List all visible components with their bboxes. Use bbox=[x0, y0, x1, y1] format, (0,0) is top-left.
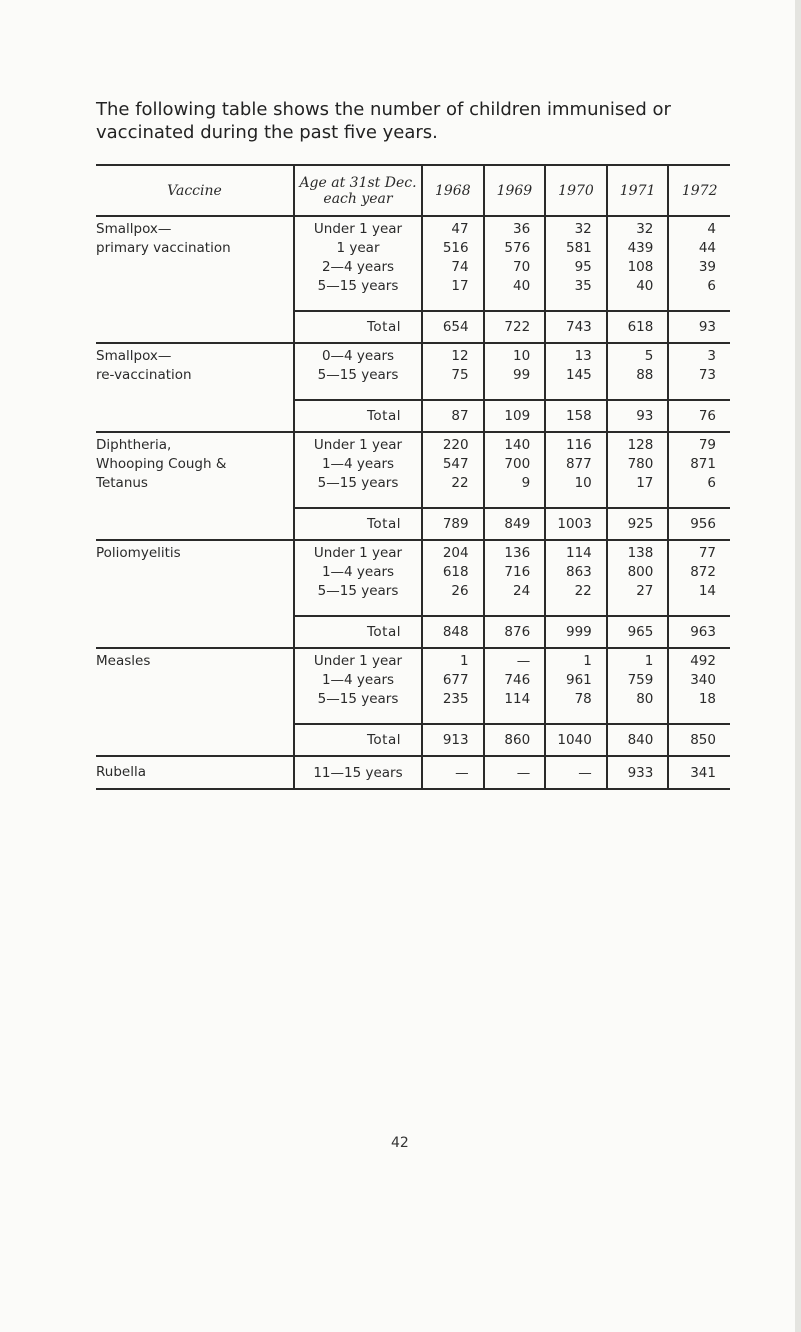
age-group: 1—4 years bbox=[321, 672, 395, 688]
value: 204 bbox=[442, 545, 469, 561]
value: 10 bbox=[513, 348, 531, 364]
spacer-cell bbox=[668, 601, 730, 616]
total-value: 722 bbox=[484, 311, 546, 343]
value: 877 bbox=[566, 456, 592, 472]
value: 108 bbox=[627, 259, 654, 275]
total-vaccine-blank bbox=[96, 400, 294, 432]
value: 9 bbox=[521, 475, 531, 491]
value: 871 bbox=[690, 456, 716, 472]
spacer-cell bbox=[668, 296, 730, 311]
total-value: 789 bbox=[422, 508, 484, 540]
total-value: 849 bbox=[484, 508, 546, 540]
spacer-cell bbox=[545, 601, 607, 616]
spacer-cell bbox=[484, 296, 546, 311]
value: 99 bbox=[513, 367, 531, 383]
age-group: Under 1 year bbox=[313, 221, 403, 237]
age-group: 5—15 years bbox=[317, 367, 399, 383]
value: 547 bbox=[442, 456, 469, 472]
total-value: 876 bbox=[484, 616, 546, 648]
total-value: 965 bbox=[607, 616, 669, 648]
header-age: Age at 31st Dec. each year bbox=[294, 165, 422, 216]
value-cell bbox=[422, 648, 484, 709]
value: 18 bbox=[698, 691, 716, 707]
spacer-cell bbox=[607, 493, 669, 508]
value-cell bbox=[668, 343, 730, 385]
age-group: 2—4 years bbox=[321, 259, 395, 275]
spacer-cell bbox=[294, 296, 422, 311]
table-header-row bbox=[96, 165, 730, 216]
vaccine-name bbox=[96, 343, 294, 385]
value: 1 bbox=[583, 653, 592, 669]
header-vaccine: Vaccine bbox=[96, 165, 294, 216]
value: 47 bbox=[451, 221, 469, 237]
value: 6 bbox=[707, 475, 716, 491]
spacer-cell bbox=[294, 385, 422, 400]
age-group-cell bbox=[294, 432, 422, 493]
value: 576 bbox=[504, 240, 531, 256]
total-row bbox=[96, 400, 730, 432]
spacer-cell bbox=[96, 601, 294, 616]
value: 220 bbox=[442, 437, 469, 453]
value-cell bbox=[545, 540, 607, 601]
value-cell bbox=[422, 343, 484, 385]
age-group: 0—4 years bbox=[321, 348, 395, 364]
total-value: 963 bbox=[668, 616, 730, 648]
age-group: 11—15 years bbox=[294, 756, 422, 789]
spacer-cell bbox=[545, 709, 607, 724]
total-value: 158 bbox=[545, 400, 607, 432]
spacer-cell bbox=[422, 709, 484, 724]
value: 4 bbox=[707, 221, 716, 237]
header-year: 1970 bbox=[545, 165, 607, 216]
header-year: 1969 bbox=[484, 165, 546, 216]
value-cell bbox=[607, 343, 669, 385]
age-group: Under 1 year bbox=[313, 653, 403, 669]
value: 22 bbox=[574, 583, 592, 599]
age-group-cell bbox=[294, 343, 422, 385]
value-cell bbox=[607, 432, 669, 493]
age-group: 1—4 years bbox=[321, 564, 395, 580]
spacer-cell bbox=[545, 493, 607, 508]
total-row bbox=[96, 616, 730, 648]
value: 95 bbox=[574, 259, 592, 275]
spacer-cell bbox=[484, 709, 546, 724]
value: 138 bbox=[627, 545, 654, 561]
table-body bbox=[96, 216, 730, 789]
spacer-cell bbox=[545, 296, 607, 311]
header-year: 1972 bbox=[668, 165, 730, 216]
value: 24 bbox=[513, 583, 531, 599]
value: 961 bbox=[566, 672, 592, 688]
value: 581 bbox=[566, 240, 592, 256]
value: 26 bbox=[451, 583, 469, 599]
value-cell bbox=[668, 540, 730, 601]
value: 863 bbox=[566, 564, 592, 580]
total-label: Total bbox=[294, 724, 422, 756]
value: 17 bbox=[636, 475, 654, 491]
spacer-cell bbox=[96, 493, 294, 508]
value: 618 bbox=[442, 564, 469, 580]
vaccine-name-line: re-vaccination bbox=[96, 367, 192, 383]
vaccine-name-line: Diphtheria, bbox=[96, 437, 172, 453]
value-cell bbox=[484, 540, 546, 601]
value: 136 bbox=[504, 545, 531, 561]
value: 340 bbox=[690, 672, 716, 688]
value: 439 bbox=[627, 240, 654, 256]
value-cell bbox=[607, 648, 669, 709]
value: 39 bbox=[698, 259, 716, 275]
value-cell bbox=[545, 648, 607, 709]
spacer-cell bbox=[422, 601, 484, 616]
spacer-cell bbox=[607, 709, 669, 724]
total-value: 956 bbox=[668, 508, 730, 540]
table-row bbox=[96, 432, 730, 493]
spacer-cell bbox=[96, 385, 294, 400]
total-vaccine-blank bbox=[96, 616, 294, 648]
total-value: 93 bbox=[668, 311, 730, 343]
value-cell: 933 bbox=[607, 756, 669, 789]
spacer-cell bbox=[607, 296, 669, 311]
vaccine-name-line: Whooping Cough & bbox=[96, 456, 227, 472]
total-row bbox=[96, 311, 730, 343]
age-group: 5—15 years bbox=[317, 691, 399, 707]
value: 128 bbox=[627, 437, 654, 453]
value-cell bbox=[668, 648, 730, 709]
value-cell: 341 bbox=[668, 756, 730, 789]
value: 74 bbox=[451, 259, 469, 275]
total-vaccine-blank bbox=[96, 508, 294, 540]
value-cell: — bbox=[422, 756, 484, 789]
value: 13 bbox=[574, 348, 592, 364]
value: 6 bbox=[707, 278, 716, 294]
value: 114 bbox=[566, 545, 592, 561]
total-value: 1003 bbox=[545, 508, 607, 540]
total-value: 850 bbox=[668, 724, 730, 756]
value: 516 bbox=[442, 240, 469, 256]
spacer-cell bbox=[668, 493, 730, 508]
age-group-cell bbox=[294, 540, 422, 601]
value: 35 bbox=[574, 278, 592, 294]
spacer-cell bbox=[422, 296, 484, 311]
value-cell bbox=[484, 216, 546, 296]
value-cell bbox=[422, 540, 484, 601]
total-label: Total bbox=[294, 311, 422, 343]
vaccine-name-line: Poliomyelitis bbox=[96, 545, 181, 561]
value: 10 bbox=[574, 475, 592, 491]
vaccine-name-line: Tetanus bbox=[96, 475, 148, 491]
value: 716 bbox=[504, 564, 531, 580]
spacer-cell bbox=[96, 296, 294, 311]
value: 3 bbox=[707, 348, 716, 364]
value: 73 bbox=[698, 367, 716, 383]
value-cell bbox=[545, 216, 607, 296]
spacer-cell bbox=[422, 385, 484, 400]
value-cell bbox=[484, 648, 546, 709]
value-cell bbox=[422, 216, 484, 296]
total-value: 999 bbox=[545, 616, 607, 648]
vaccine-name-line: Smallpox— bbox=[96, 221, 172, 237]
value: 80 bbox=[636, 691, 654, 707]
value: 116 bbox=[566, 437, 592, 453]
total-label: Total bbox=[294, 400, 422, 432]
age-group-cell bbox=[294, 648, 422, 709]
total-value: 848 bbox=[422, 616, 484, 648]
spacer-cell bbox=[294, 493, 422, 508]
value: 70 bbox=[513, 259, 531, 275]
value: 32 bbox=[636, 221, 654, 237]
value-cell: — bbox=[484, 756, 546, 789]
value: 32 bbox=[574, 221, 592, 237]
value-cell bbox=[607, 216, 669, 296]
value: 12 bbox=[451, 348, 469, 364]
value: 114 bbox=[504, 691, 531, 707]
spacer-cell bbox=[484, 385, 546, 400]
total-label: Total bbox=[294, 508, 422, 540]
spacer-cell bbox=[607, 601, 669, 616]
value-cell: — bbox=[545, 756, 607, 789]
value: 1 bbox=[644, 653, 654, 669]
vaccine-name-line: primary vaccination bbox=[96, 240, 231, 256]
value: 17 bbox=[451, 278, 469, 294]
spacer-row bbox=[96, 385, 730, 400]
spacer-cell bbox=[294, 709, 422, 724]
table-row bbox=[96, 343, 730, 385]
value: 36 bbox=[513, 221, 531, 237]
value-cell bbox=[668, 432, 730, 493]
total-row bbox=[96, 724, 730, 756]
value: 78 bbox=[574, 691, 592, 707]
value: 40 bbox=[513, 278, 531, 294]
spacer-row bbox=[96, 601, 730, 616]
spacer-row bbox=[96, 493, 730, 508]
total-value: 87 bbox=[422, 400, 484, 432]
total-value: 913 bbox=[422, 724, 484, 756]
value-cell bbox=[545, 432, 607, 493]
vaccine-name: Rubella bbox=[96, 756, 294, 789]
value: 22 bbox=[451, 475, 469, 491]
total-row bbox=[96, 508, 730, 540]
total-value: 109 bbox=[484, 400, 546, 432]
value-cell bbox=[607, 540, 669, 601]
value: 145 bbox=[566, 367, 592, 383]
total-value: 840 bbox=[607, 724, 669, 756]
value: 746 bbox=[504, 672, 531, 688]
spacer-row bbox=[96, 709, 730, 724]
spacer-cell bbox=[668, 709, 730, 724]
spacer-cell bbox=[294, 601, 422, 616]
value: 677 bbox=[442, 672, 469, 688]
value: 700 bbox=[504, 456, 531, 472]
value-cell bbox=[545, 343, 607, 385]
value: 75 bbox=[451, 367, 469, 383]
immunisation-table bbox=[96, 164, 730, 790]
total-value: 654 bbox=[422, 311, 484, 343]
total-value: 618 bbox=[607, 311, 669, 343]
age-group: Under 1 year bbox=[313, 545, 403, 561]
spacer-cell bbox=[607, 385, 669, 400]
total-vaccine-blank bbox=[96, 724, 294, 756]
value: 872 bbox=[690, 564, 716, 580]
value-cell bbox=[668, 216, 730, 296]
value: 800 bbox=[627, 564, 654, 580]
value: 235 bbox=[442, 691, 469, 707]
spacer-cell bbox=[422, 493, 484, 508]
table-row bbox=[96, 540, 730, 601]
vaccine-name bbox=[96, 648, 294, 709]
spacer-cell bbox=[668, 385, 730, 400]
age-group-cell bbox=[294, 216, 422, 296]
value-cell bbox=[422, 432, 484, 493]
spacer-cell bbox=[484, 601, 546, 616]
spacer-cell bbox=[96, 709, 294, 724]
spacer-row bbox=[96, 296, 730, 311]
total-value: 76 bbox=[668, 400, 730, 432]
value: 77 bbox=[698, 545, 716, 561]
value: 1 bbox=[460, 653, 469, 669]
header-year: 1971 bbox=[607, 165, 669, 216]
value: 79 bbox=[698, 437, 716, 453]
age-group: 5—15 years bbox=[317, 278, 399, 294]
value: 27 bbox=[636, 583, 654, 599]
value: 14 bbox=[698, 583, 716, 599]
age-group: 1—4 years bbox=[321, 456, 395, 472]
vaccine-name bbox=[96, 216, 294, 296]
value: 759 bbox=[627, 672, 654, 688]
value-cell bbox=[484, 343, 546, 385]
spacer-cell bbox=[545, 385, 607, 400]
total-vaccine-blank bbox=[96, 311, 294, 343]
total-value: 925 bbox=[607, 508, 669, 540]
value: 40 bbox=[636, 278, 654, 294]
total-value: 1040 bbox=[545, 724, 607, 756]
value-cell bbox=[484, 432, 546, 493]
vaccine-name-line: Smallpox— bbox=[96, 348, 172, 364]
spacer-cell bbox=[484, 493, 546, 508]
vaccine-name bbox=[96, 540, 294, 601]
table-row bbox=[96, 216, 730, 296]
value: 5 bbox=[644, 348, 654, 364]
vaccine-name-line: Measles bbox=[96, 653, 151, 669]
table-row bbox=[96, 648, 730, 709]
value: 44 bbox=[698, 240, 716, 256]
value: 780 bbox=[627, 456, 654, 472]
value: 88 bbox=[636, 367, 654, 383]
age-group: 5—15 years bbox=[317, 475, 399, 491]
value: — bbox=[516, 653, 531, 669]
total-value: 743 bbox=[545, 311, 607, 343]
total-value: 860 bbox=[484, 724, 546, 756]
age-group: Under 1 year bbox=[313, 437, 403, 453]
table-row-rubella bbox=[96, 756, 730, 789]
total-value: 93 bbox=[607, 400, 669, 432]
intro-paragraph: The following table shows the number of children immunised or vaccinated during the past five years. bbox=[96, 99, 671, 143]
total-label: Total bbox=[294, 616, 422, 648]
header-year: 1968 bbox=[422, 165, 484, 216]
page-edge-shadow bbox=[795, 0, 801, 1332]
age-group: 1 year bbox=[336, 240, 380, 256]
page-number: 42 bbox=[391, 1135, 409, 1151]
value: 492 bbox=[690, 653, 716, 669]
vaccine-name bbox=[96, 432, 294, 493]
age-group: 5—15 years bbox=[317, 583, 399, 599]
value: 140 bbox=[504, 437, 531, 453]
